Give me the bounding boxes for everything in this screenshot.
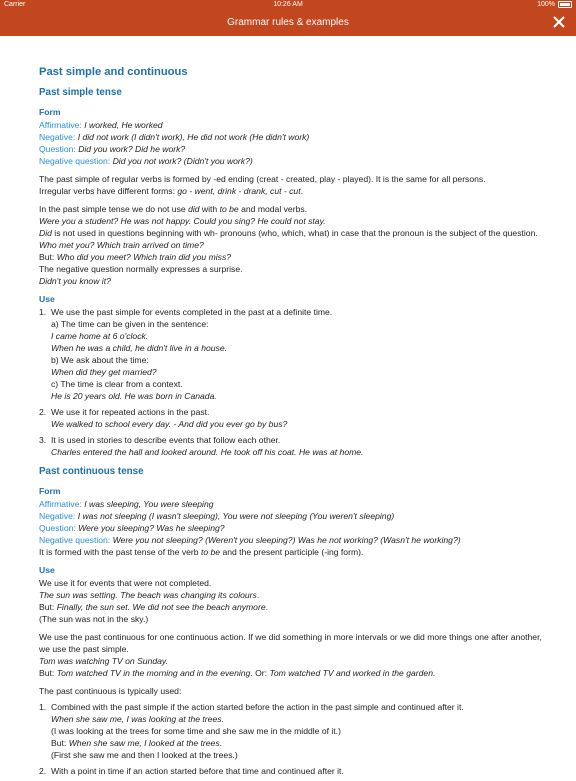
text: . Or: bbox=[250, 668, 270, 678]
example-text: Finally, the sun set. We did not see the beach anymore bbox=[56, 602, 266, 612]
paragraph bbox=[39, 601, 549, 613]
form-label: Negative question: bbox=[39, 535, 111, 545]
example-text: Tom watched TV and worked in the garden. bbox=[269, 668, 436, 678]
term: to be bbox=[219, 204, 239, 214]
list-text: It is used in stories to describe events that follow each other. bbox=[51, 435, 281, 445]
form-example: Did you work? Did he work? bbox=[78, 144, 186, 154]
form-label: Affirmative: bbox=[39, 499, 82, 509]
form-line bbox=[39, 143, 549, 155]
example bbox=[39, 655, 549, 667]
list-number: 2. bbox=[39, 407, 47, 417]
list-text: b) We ask about the time: bbox=[51, 355, 149, 365]
text: In the past simple tense we do not use bbox=[39, 204, 189, 214]
battery-indicator bbox=[537, 1, 572, 8]
example-text: Tom was watching TV on Sunday. bbox=[39, 656, 168, 666]
list-text: Combined with the past simple if the action started before the action in the past simple and continued after it. bbox=[51, 702, 464, 712]
example bbox=[39, 215, 549, 227]
example bbox=[39, 589, 549, 601]
text: But: bbox=[39, 668, 57, 678]
form-line bbox=[39, 119, 549, 131]
term: to be bbox=[200, 547, 221, 557]
paragraph bbox=[39, 546, 549, 558]
form-heading: Form bbox=[39, 486, 61, 496]
form-line bbox=[39, 510, 549, 522]
text: . bbox=[219, 738, 223, 748]
paragraph: The past continuous is typically used: bbox=[39, 686, 182, 696]
example-text: When she saw me, I was looking at the trees. bbox=[51, 714, 224, 724]
list-text: With a point in time if an action started before that time and continued after it. bbox=[51, 766, 344, 776]
list-item bbox=[39, 406, 549, 430]
clock: 10:26 AM bbox=[273, 1, 303, 8]
list-text: (I was looking at the trees for some time and she saw me in the middle of it.) bbox=[51, 726, 341, 736]
example-text: Charles entered the hall and looked around. He took off his coat. He was at home. bbox=[51, 447, 364, 457]
text: and the present participle (-ing form). bbox=[220, 547, 364, 557]
example bbox=[39, 275, 549, 287]
example bbox=[39, 239, 549, 251]
form-example: Were you sleeping? Was he sleeping? bbox=[78, 523, 225, 533]
paragraph bbox=[39, 667, 549, 679]
example-text: Who met you? Which train arrived on time? bbox=[39, 240, 204, 250]
use-heading: Use bbox=[39, 565, 55, 575]
text: with bbox=[199, 204, 220, 214]
list-text: We use the past simple for events completed in the past at a definite time. bbox=[51, 307, 333, 317]
text: and modal verbs. bbox=[238, 204, 308, 214]
section-heading-past-simple: Past simple tense bbox=[39, 87, 122, 98]
text: But: bbox=[51, 738, 69, 748]
status-bar bbox=[0, 0, 576, 10]
example-text: We walked to school every day. - And did you ever go by bus? bbox=[51, 419, 288, 429]
paragraph: The past simple of regular verbs is formed by -ed ending (creat - created, play - played). It is the same for all persons. bbox=[39, 174, 486, 184]
form-line bbox=[39, 498, 549, 510]
form-example: Were you not sleeping? (Weren't you sleeping?) Was he not working? (Wasn't he working?) bbox=[112, 535, 461, 545]
list-number: 3. bbox=[39, 435, 47, 445]
paragraph: The negative question normally expresses a surprise. bbox=[39, 264, 243, 274]
form-heading: Form bbox=[39, 107, 61, 117]
text: It is formed with the past tense of the verb bbox=[39, 547, 201, 557]
example-text: When he was a child, he didn't live in a house. bbox=[51, 343, 228, 353]
example-text: Who did you meet? Which train did you miss? bbox=[56, 252, 232, 262]
article-content bbox=[39, 60, 549, 781]
text: . bbox=[300, 186, 303, 196]
text: . bbox=[265, 602, 268, 612]
battery-icon bbox=[558, 1, 572, 8]
example-text: Didn't you know it? bbox=[39, 276, 111, 286]
carrier-label: Carrier bbox=[4, 1, 26, 8]
text: Irregular verbs have different forms: bbox=[39, 186, 178, 196]
paragraph bbox=[39, 251, 549, 263]
list-number: 1. bbox=[39, 702, 47, 712]
page-title: Grammar rules & examples bbox=[227, 17, 349, 28]
term: Did bbox=[39, 228, 52, 238]
text: is not used in questions beginning with wh- pronouns (who, which, what) in case that the pronoun is the subject of the question. bbox=[51, 228, 538, 238]
navigation-bar bbox=[0, 10, 576, 36]
form-example: I did not work (I didn't work), He did not work (He didn't work) bbox=[77, 132, 310, 142]
list-number: 2. bbox=[39, 766, 47, 776]
list-item bbox=[39, 434, 549, 458]
close-icon[interactable] bbox=[552, 15, 566, 29]
text: But: bbox=[39, 602, 57, 612]
form-example: I was not sleeping (I wasn't sleeping), You were not sleeping (You weren't sleeping) bbox=[77, 511, 395, 521]
list-number: 1. bbox=[39, 307, 47, 317]
use-heading: Use bbox=[39, 294, 55, 304]
form-label: Affirmative: bbox=[39, 120, 82, 130]
example-text: When did they get married? bbox=[51, 367, 157, 377]
list-text: c) The time is clear from a context. bbox=[51, 379, 183, 389]
paragraph: We use the past continuous for one continuous action. If we did something in more intervals or we did more things one after another, we use the past simple. bbox=[39, 632, 542, 654]
list-item bbox=[39, 701, 549, 761]
term: did bbox=[188, 204, 200, 214]
paragraph bbox=[39, 203, 549, 215]
form-example: Did you not work? (Didn't you work?) bbox=[112, 156, 253, 166]
article-title: Past simple and continuous bbox=[39, 66, 188, 78]
paragraph bbox=[39, 185, 549, 197]
section-heading-past-continuous: Past continuous tense bbox=[39, 466, 144, 477]
paragraph bbox=[39, 227, 549, 239]
form-label: Negative question: bbox=[39, 156, 111, 166]
form-label: Question: bbox=[39, 523, 76, 533]
form-label: Negative: bbox=[39, 511, 76, 521]
form-line bbox=[39, 522, 549, 534]
text: . bbox=[256, 590, 260, 600]
list-item bbox=[39, 306, 549, 402]
example-text: When she saw me, I looked at the trees bbox=[68, 738, 220, 748]
example-text: Tom watched TV in the morning and in the evening bbox=[56, 668, 251, 678]
paragraph: (The sun was not in the sky.) bbox=[39, 614, 149, 624]
list-text: a) The time can be given in the sentence: bbox=[51, 319, 209, 329]
form-example: I was sleeping, You were sleeping bbox=[84, 499, 214, 509]
form-example: I worked, He worked bbox=[84, 120, 163, 130]
list-item bbox=[39, 765, 549, 777]
form-label: Question: bbox=[39, 144, 76, 154]
list-text: We use it for repeated actions in the past. bbox=[51, 407, 210, 417]
example-text: I came home at 6 o'clock. bbox=[51, 331, 149, 341]
text: But: bbox=[39, 252, 57, 262]
form-label: Negative: bbox=[39, 132, 76, 142]
form-line bbox=[39, 534, 549, 546]
example-text: Were you a student? He was not happy. Could you sing? He could not stay. bbox=[39, 216, 326, 226]
paragraph: We use it for events that were not completed. bbox=[39, 578, 212, 588]
form-line bbox=[39, 155, 549, 167]
example-text: The sun was setting. The beach was changing its colours bbox=[39, 590, 257, 600]
example: go - went, drink - drank, cut - cut bbox=[177, 186, 301, 196]
form-line bbox=[39, 131, 549, 143]
battery-percent: 100% bbox=[537, 1, 555, 8]
list-text: (First she saw me and then I looked at the trees.) bbox=[51, 750, 238, 760]
example-text: He is 20 years old. He was born in Canada. bbox=[51, 391, 217, 401]
